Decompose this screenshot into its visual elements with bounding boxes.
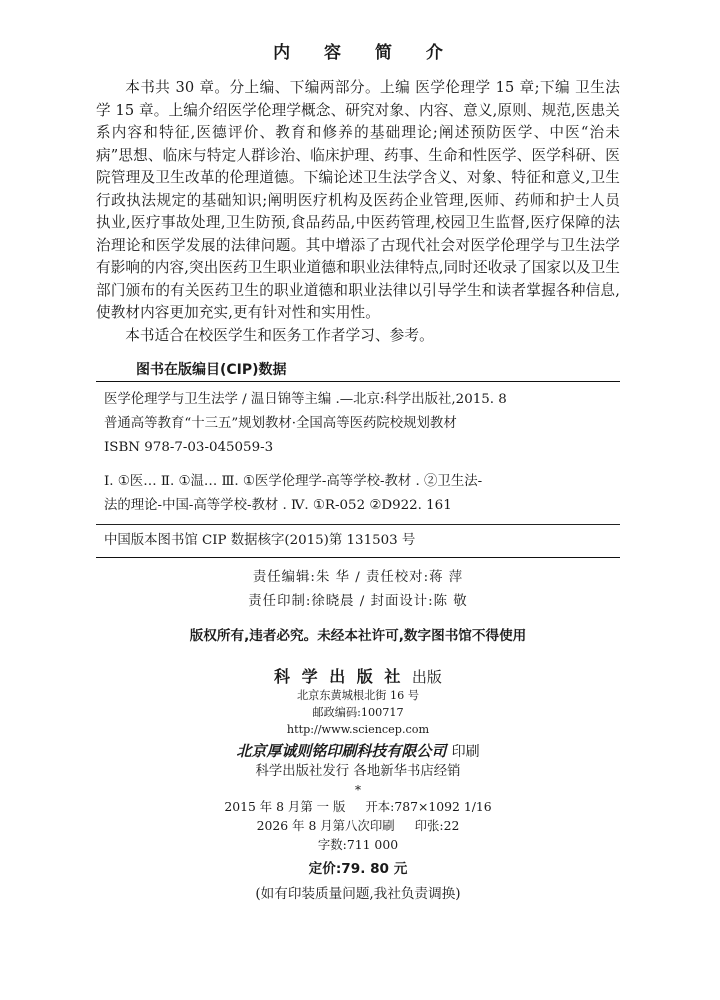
publisher-address: 北京东黄城根北街 16 号 [296, 689, 420, 702]
publisher-name-suffix: 出版 [411, 668, 442, 686]
printed-sheets: 印张:22 [414, 818, 460, 833]
edition-info [96, 797, 620, 854]
printer-name: 北京厚诚则铭印刷科技有限公司 [236, 742, 447, 760]
publisher-name: 科 学 出 版 社 [274, 667, 404, 686]
intro-paragraph-2: 本书适合在校医学生和医务工作者学习、参考。 [125, 326, 434, 344]
cip-line-series: 普通高等教育“十三五”规划教材·全国高等医药院校规划教材 [104, 416, 457, 431]
distribution-line: 科学出版社发行 各地新华书店经销 [255, 764, 461, 779]
cip-classification-2: 法的理论-中国-高等学校-教材 . Ⅳ. ①R-052 ②D922. 161 [104, 498, 452, 513]
spacer [104, 460, 620, 470]
publisher-website: http://www.sciencep.com [286, 723, 430, 736]
staff-line-editors: 责任编辑:朱 华 / 责任校对:蒋 萍 [252, 570, 464, 585]
cip-line-title: 医学伦理学与卫生法学 / 温日锦等主编 .—北京:科学出版社,2015. 8 [104, 392, 507, 407]
edition-row-2 [96, 816, 620, 835]
intro-section [96, 77, 620, 347]
copyright-page [96, 38, 620, 902]
first-edition: 2015 年 8 月第 一 版 [224, 799, 346, 814]
publisher-block [96, 664, 620, 797]
staff-line-production: 责任印制:徐晓晨 / 封面设计:陈 敬 [248, 594, 468, 609]
reprint-info: 2026 年 8 月第八次印刷 [256, 818, 395, 833]
cip-heading: 图书在版编目(CIP)数据 [136, 362, 287, 378]
printer-line [96, 740, 620, 761]
cip-classification-1: Ⅰ. ①医… Ⅱ. ①温… Ⅲ. ①医学伦理学-高等学校-教材 . ②卫生法- [104, 474, 483, 489]
publisher-name-line [96, 664, 620, 687]
intro-paragraph-1: 本书共 30 章。分上编、下编两部分。上编 医学伦理学 15 章;下编 卫生法学 15 章。上编介绍医学伦理学概念、研究对象、内容、意义,原则、规范,医患关系内容和特征,医德评价、教育和修养的基础理论;阐述预防医学、中医“治未病”思想、临床与特定人群诊治、临床护理、药事、生命和性医学、医学科研、医院管理及卫生改革的伦理道德。下编论述卫生法学含义、对象、特征和意义,卫生行政执法规定的基础知识;阐明医疗机构及医药企业管理,医师、药师和护士人员执业,医疗事故处理,卫生防预,食品药品,中医药管理,校园卫生监督,医疗保障的法治理论和医学发展的法律问题。其中增添了古现代社会对医学伦理学与卫生法学有影响的内容,突出医药卫生职业道德和职业法律特点,同时还收录了国家以及卫生部门颁布的有关医药卫生的职业道德和职业法律以引导学生和读者掌握各种信息,使教材内容更加充实,更有针对性和实用性。 [96, 79, 620, 321]
cip-block [96, 382, 620, 524]
publisher-postcode: 邮政编码:100717 [312, 706, 404, 719]
quality-notice: (如有印装质量问题,我社负责调换) [255, 886, 461, 902]
separator-star: * [355, 783, 361, 797]
price: 定价:79. 80 元 [308, 861, 408, 877]
page-title: 内 容 简 介 [273, 43, 457, 63]
word-count: 字数:711 000 [317, 837, 399, 852]
cip-isbn: ISBN 978-7-03-045059-3 [104, 440, 274, 455]
rights-notice: 版权所有,违者必究。未经本社许可,数字图书馆不得使用 [189, 628, 527, 644]
edition-row-1 [96, 797, 620, 816]
book-format: 开本:787×1092 1/16 [365, 799, 492, 814]
staff-credits [96, 558, 620, 614]
cip-record: 中国版本图书馆 CIP 数据核字(2015)第 131503 号 [104, 533, 416, 548]
printer-suffix: 印刷 [451, 744, 480, 760]
